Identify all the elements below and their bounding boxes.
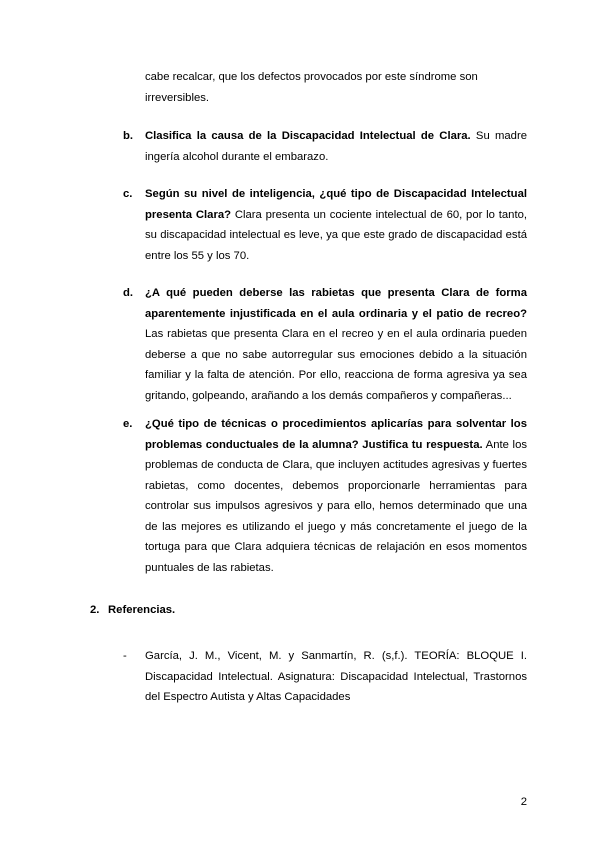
continuation-line: irreversibles. xyxy=(145,91,210,104)
continuation-paragraph xyxy=(145,67,527,108)
item-marker-d: d. xyxy=(123,287,134,299)
item-e-question: ¿Qué tipo de técnicas o procedimientos aplicarías para solventar los problemas conductuales de la alumna? Justifica tu respuesta. xyxy=(145,418,527,451)
section-heading xyxy=(90,600,175,621)
item-e-paragraph xyxy=(145,414,527,578)
item-marker-e: e. xyxy=(123,418,133,430)
item-b-question: Clasifica la causa de la Discapacidad Intelectual de Clara. xyxy=(145,130,471,142)
reference-entry: García, J. M., Vicent, M. y Sanmartín, R. (s,f.). TEORÍA: BLOQUE I. Discapacidad Intelectual. Asignatura: Discapacidad Intelectual, Trastornos del Espectro Autista y Altas Capacidades xyxy=(145,650,527,703)
continuation-line: cabe recalcar, que los defectos provocados por este síndrome son xyxy=(145,71,478,83)
item-d-question: ¿A qué pueden deberse las rabietas que presenta Clara de forma aparentemente injustificada en el aula ordinaria y el patio de recreo? xyxy=(145,287,527,320)
item-b-answer: Su madre ingería alcohol durante el embarazo. xyxy=(145,130,527,163)
item-c-question: Según su nivel de inteligencia, ¿qué tipo de Discapacidad Intelectual presenta Clara? xyxy=(145,188,527,221)
reference-bullet: - xyxy=(123,650,127,662)
item-marker-c: c. xyxy=(123,188,133,200)
section-title: Referencias. xyxy=(108,604,176,616)
item-c-answer: Clara presenta un cociente intelectual de 60, por lo tanto, su discapacidad intelectual es leve, ya que este grado de discapacidad está entre los 55 y los 70. xyxy=(145,208,528,262)
item-marker-b: b. xyxy=(123,130,134,142)
item-e-answer: Ante los problemas de conducta de Clara, que incluyen actitudes agresivas y fuertes rabietas, como docentes, debemos proporcionarle herramientas para controlar sus impulsos agresivos y para ello, hemos determinado que una de las mejores es utilizando el juego y más concretamente el juego de la tortuga para que Clara adquiera técnicas de relajación en esos momentos puntuales de las rabietas. xyxy=(145,438,527,574)
item-d-paragraph xyxy=(145,283,527,406)
page-number: 2 xyxy=(520,796,527,808)
section-number: 2. xyxy=(90,604,100,616)
item-d-answer: Las rabietas que presenta Clara en el recreo y en el aula ordinaria pueden deberse a que no sabe autorregular sus emociones debido a la situación familiar y la falta de atención. Por ello, reacciona de forma agresiva ya sea gritando, golpeando, arañando a los demás compañeros y compañeras... xyxy=(145,328,527,402)
item-c-paragraph xyxy=(145,184,527,266)
item-b-paragraph xyxy=(145,126,527,167)
